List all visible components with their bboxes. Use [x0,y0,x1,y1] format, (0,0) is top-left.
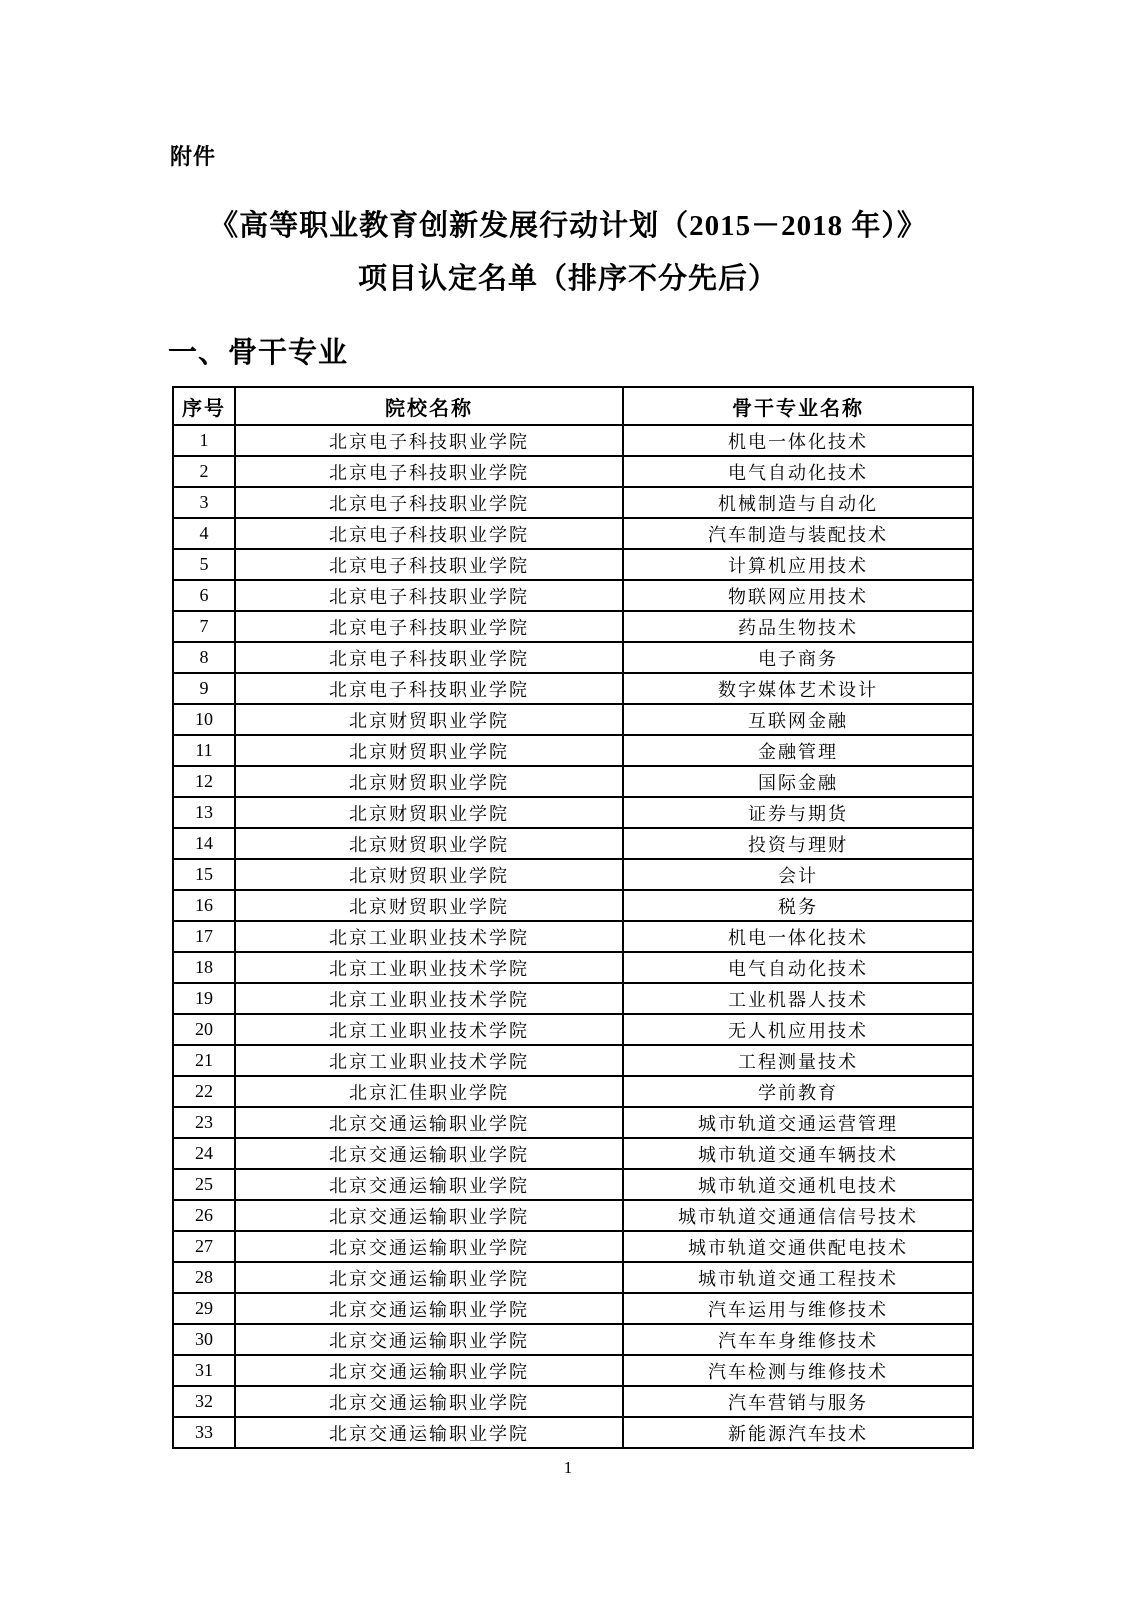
table-row [173,1014,973,1045]
school-name-cell: 北京财贸职业学院 [235,704,623,735]
table-row [173,456,973,487]
table-row [173,1076,973,1107]
row-index-cell: 23 [173,1107,235,1138]
school-name-cell: 北京交通运输职业学院 [235,1262,623,1293]
row-index-cell: 7 [173,611,235,642]
page-number: 1 [563,1458,573,1477]
row-index-cell: 10 [173,704,235,735]
row-index-cell: 9 [173,673,235,704]
row-index-cell: 16 [173,890,235,921]
major-name-cell: 城市轨道交通工程技术 [623,1262,973,1293]
row-index-cell: 19 [173,983,235,1014]
row-index-cell: 15 [173,859,235,890]
school-name-cell: 北京电子科技职业学院 [235,549,623,580]
major-name-cell: 城市轨道交通机电技术 [623,1169,973,1200]
table-row [173,673,973,704]
table-row [173,1324,973,1355]
table-row [173,859,973,890]
major-name-cell: 电气自动化技术 [623,456,973,487]
school-name-cell: 北京电子科技职业学院 [235,642,623,673]
school-name-cell: 北京电子科技职业学院 [235,518,623,549]
row-index-cell: 30 [173,1324,235,1355]
major-name-cell: 计算机应用技术 [623,549,973,580]
school-name-cell: 北京交通运输职业学院 [235,1169,623,1200]
backbone-majors-table [172,386,974,1449]
row-index-cell: 3 [173,487,235,518]
school-name-cell: 北京财贸职业学院 [235,735,623,766]
school-name-cell: 北京财贸职业学院 [235,797,623,828]
major-name-cell: 机电一体化技术 [623,921,973,952]
row-index-cell: 4 [173,518,235,549]
table-row [173,1045,973,1076]
table-row [173,1262,973,1293]
major-name-cell: 药品生物技术 [623,611,973,642]
row-index-cell: 5 [173,549,235,580]
row-index-cell: 11 [173,735,235,766]
column-header-school-name: 院校名称 [235,387,623,425]
school-name-cell: 北京电子科技职业学院 [235,456,623,487]
table-row [173,487,973,518]
school-name-cell: 北京交通运输职业学院 [235,1138,623,1169]
school-name-cell: 北京电子科技职业学院 [235,673,623,704]
table-row [173,580,973,611]
table-row [173,890,973,921]
table-row [173,797,973,828]
major-name-cell: 机电一体化技术 [623,425,973,456]
table-row [173,642,973,673]
school-name-cell: 北京工业职业技术学院 [235,952,623,983]
table-row [173,921,973,952]
school-name-cell: 北京汇佳职业学院 [235,1076,623,1107]
major-name-cell: 汽车运用与维修技术 [623,1293,973,1324]
row-index-cell: 31 [173,1355,235,1386]
major-name-cell: 汽车检测与维修技术 [623,1355,973,1386]
table-row [173,518,973,549]
school-name-cell: 北京财贸职业学院 [235,766,623,797]
school-name-cell: 北京工业职业技术学院 [235,983,623,1014]
school-name-cell: 北京交通运输职业学院 [235,1417,623,1448]
table-row [173,983,973,1014]
row-index-cell: 21 [173,1045,235,1076]
school-name-cell: 北京交通运输职业学院 [235,1293,623,1324]
major-name-cell: 城市轨道交通供配电技术 [623,1231,973,1262]
column-header-major-name: 骨干专业名称 [623,387,973,425]
column-header-index: 序号 [173,387,235,425]
major-name-cell: 互联网金融 [623,704,973,735]
table-row [173,1355,973,1386]
row-index-cell: 29 [173,1293,235,1324]
major-name-cell: 机械制造与自动化 [623,487,973,518]
major-name-cell: 新能源汽车技术 [623,1417,973,1448]
school-name-cell: 北京电子科技职业学院 [235,425,623,456]
table-header-row [173,387,973,425]
major-name-cell: 汽车车身维修技术 [623,1324,973,1355]
row-index-cell: 8 [173,642,235,673]
row-index-cell: 25 [173,1169,235,1200]
school-name-cell: 北京财贸职业学院 [235,890,623,921]
school-name-cell: 北京电子科技职业学院 [235,580,623,611]
table-row [173,549,973,580]
row-index-cell: 14 [173,828,235,859]
major-name-cell: 电气自动化技术 [623,952,973,983]
major-name-cell: 城市轨道交通通信信号技术 [623,1200,973,1231]
major-name-cell: 物联网应用技术 [623,580,973,611]
row-index-cell: 18 [173,952,235,983]
major-name-cell: 证券与期货 [623,797,973,828]
major-name-cell: 电子商务 [623,642,973,673]
school-name-cell: 北京财贸职业学院 [235,828,623,859]
table-row [173,1293,973,1324]
table-row [173,952,973,983]
major-name-cell: 工程测量技术 [623,1045,973,1076]
table-row [173,1417,973,1448]
table-row [173,766,973,797]
row-index-cell: 12 [173,766,235,797]
row-index-cell: 2 [173,456,235,487]
row-index-cell: 22 [173,1076,235,1107]
major-name-cell: 数字媒体艺术设计 [623,673,973,704]
table-row [173,1107,973,1138]
major-name-cell: 城市轨道交通运营管理 [623,1107,973,1138]
table-row [173,1231,973,1262]
major-name-cell: 学前教育 [623,1076,973,1107]
school-name-cell: 北京电子科技职业学院 [235,487,623,518]
row-index-cell: 24 [173,1138,235,1169]
attachment-label: 附件 [170,144,217,169]
row-index-cell: 6 [173,580,235,611]
table-row [173,704,973,735]
row-index-cell: 17 [173,921,235,952]
table-row [173,1200,973,1231]
table-row [173,735,973,766]
row-index-cell: 1 [173,425,235,456]
row-index-cell: 28 [173,1262,235,1293]
school-name-cell: 北京交通运输职业学院 [235,1231,623,1262]
document-title-line2: 项目认定名单（排序不分先后） [357,263,778,295]
document-title-line1: 《高等职业教育创新发展行动计划（2015－2018 年）》 [209,210,927,242]
school-name-cell: 北京交通运输职业学院 [235,1355,623,1386]
major-name-cell: 国际金融 [623,766,973,797]
row-index-cell: 32 [173,1386,235,1417]
school-name-cell: 北京交通运输职业学院 [235,1386,623,1417]
school-name-cell: 北京工业职业技术学院 [235,1014,623,1045]
row-index-cell: 26 [173,1200,235,1231]
section-heading-backbone-majors: 一、骨干专业 [168,337,349,369]
table-row [173,611,973,642]
school-name-cell: 北京交通运输职业学院 [235,1107,623,1138]
table-row [173,828,973,859]
table-row [173,1386,973,1417]
major-name-cell: 投资与理财 [623,828,973,859]
row-index-cell: 13 [173,797,235,828]
table-row [173,1138,973,1169]
row-index-cell: 27 [173,1231,235,1262]
row-index-cell: 33 [173,1417,235,1448]
major-name-cell: 会计 [623,859,973,890]
major-name-cell: 城市轨道交通车辆技术 [623,1138,973,1169]
table-row [173,1169,973,1200]
school-name-cell: 北京财贸职业学院 [235,859,623,890]
school-name-cell: 北京电子科技职业学院 [235,611,623,642]
school-name-cell: 北京交通运输职业学院 [235,1324,623,1355]
table-row [173,425,973,456]
major-name-cell: 金融管理 [623,735,973,766]
major-name-cell: 无人机应用技术 [623,1014,973,1045]
major-name-cell: 汽车营销与服务 [623,1386,973,1417]
major-name-cell: 税务 [623,890,973,921]
school-name-cell: 北京工业职业技术学院 [235,921,623,952]
major-name-cell: 汽车制造与装配技术 [623,518,973,549]
table-body [173,425,973,1448]
school-name-cell: 北京交通运输职业学院 [235,1200,623,1231]
row-index-cell: 20 [173,1014,235,1045]
school-name-cell: 北京工业职业技术学院 [235,1045,623,1076]
major-name-cell: 工业机器人技术 [623,983,973,1014]
